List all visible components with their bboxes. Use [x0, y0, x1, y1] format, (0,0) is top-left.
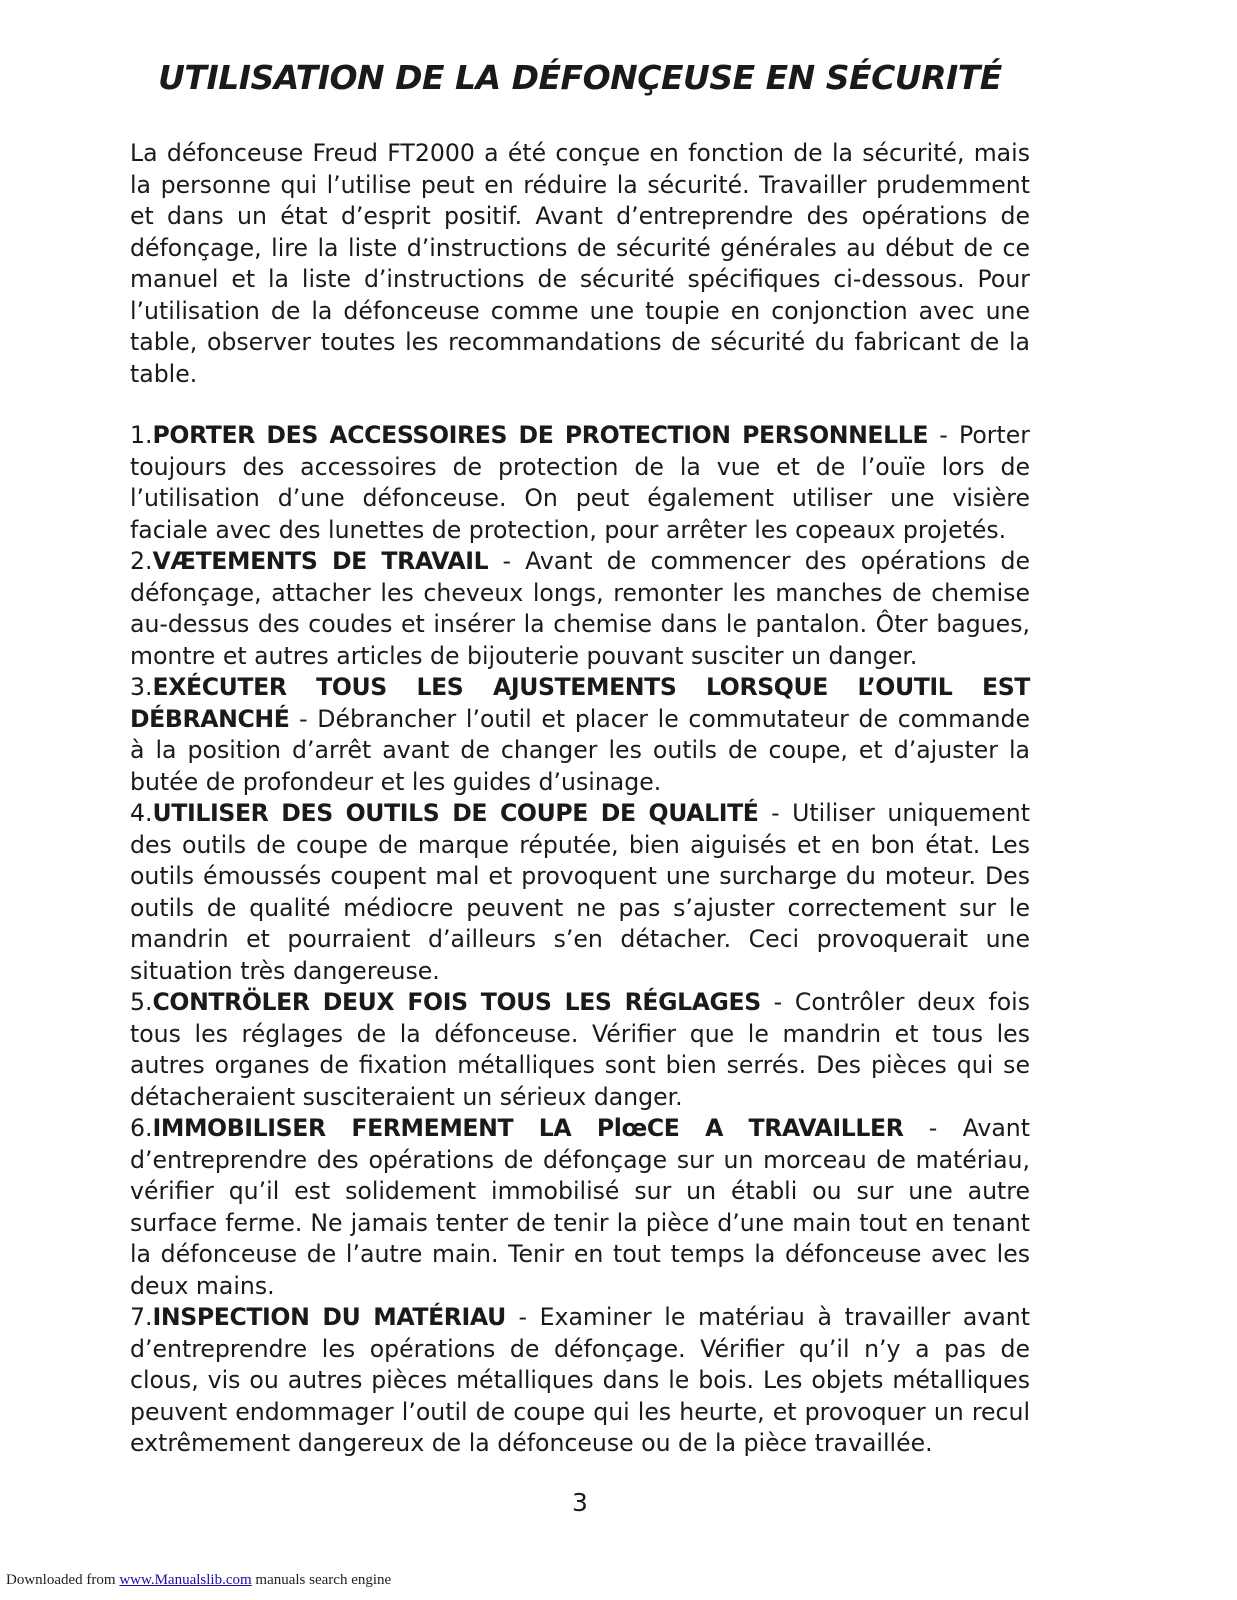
- item-number: 1.: [130, 421, 153, 449]
- page-number: 3: [572, 1488, 588, 1517]
- item-heading: VÆTEMENTS DE TRAVAIL: [152, 547, 489, 575]
- intro-paragraph: La défonceuse Freud FT2000 a été conçue en fonction de la sécurité, mais la personne qui l’utilise peut en réduire la sécurité. Travailler prudemment et dans un état d’esprit positif. Avant d’entreprendre des opérations de défonçage, lire la liste d’instructions de sécurité générales au début de ce manuel et la liste d’instructions de sécurité spécifiques ci-dessous. Pour l’utilisation de la défonceuse comme une toupie en conjonction avec une table, observer toutes les recommandations de sécurité du fabricant de la table.: [130, 139, 1030, 388]
- item-heading: UTILISER DES OUTILS DE COUPE DE QUALITÉ: [152, 799, 759, 827]
- item-number: 2.: [130, 547, 153, 575]
- item-text: - Examiner le matériau à travailler avant d’entreprendre les opérations de défonçage. Vérifier qu’il n’y a pas de clous, vis ou autres pièces métalliques dans le bois. Les objets métalliques peuvent endommager l’outil de coupe qui les heurte, et provoquer un recul extrêmement dangereux de la défonceuse ou de la pièce travaillée.: [130, 1303, 1030, 1457]
- list-item: [130, 987, 1030, 1113]
- item-number: 7.: [130, 1303, 153, 1331]
- item-text: - Avant de commencer des opérations de défonçage, attacher les cheveux longs, remonter les manches de chemise au-dessus des coudes et insérer la chemise dans le pantalon. Ôter bagues, montre et autres articles de bijouterie pouvant susciter un danger.: [130, 547, 1031, 670]
- item-text: - Utiliser uniquement des outils de coupe de marque réputée, bien aiguisés et en bon état. Les outils émoussés coupent mal et provoquent une surcharge du moteur. Des outils de qualité médiocre peuvent ne pas s’ajuster correctement sur le mandrin et pourraient d’ailleurs s’en détacher. Ceci provoquerait une situation très dangereuse.: [130, 799, 1030, 985]
- item-text: - Porter toujours des accessoires de protection de la vue et de l’ouïe lors de l’utilisation d’une défonceuse. On peut également utiliser une visière faciale avec des lunettes de protection, pour arrêter les copeaux projetés.: [130, 421, 1030, 544]
- item-number: 3.: [130, 673, 153, 701]
- document-body: [130, 138, 1030, 1460]
- download-footer: [6, 1572, 391, 1589]
- footer-suffix: manuals search engine: [251, 1572, 392, 1588]
- list-item: [130, 1302, 1030, 1460]
- item-number: 5.: [130, 988, 153, 1016]
- list-item: [130, 672, 1030, 798]
- item-text: - Avant d’entreprendre des opérations de défonçage sur un morceau de matériau, vérifier qu’il est solidement immobilisé sur un établi ou sur une autre surface ferme. Ne jamais tenter de tenir la pièce d’une main tout en tenant la défonceuse de l’autre main. Tenir en tout temps la défonceuse avec les deux mains.: [130, 1114, 1030, 1300]
- footer-prefix: Downloaded from: [6, 1572, 120, 1588]
- item-heading: EXÉCUTER TOUS LES AJUSTEMENTS LORSQUE L’OUTIL EST DÉBRANCHÉ: [130, 673, 1030, 733]
- list-item: [130, 420, 1030, 546]
- list-item: [130, 1113, 1030, 1302]
- list-item: [130, 798, 1030, 987]
- item-text: - Contrôler deux fois tous les réglages de la défonceuse. Vérifier que le mandrin et tous les autres organes de fixation métalliques sont bien serrés. Des pièces qui se détacheraient susciteraient un sérieux danger.: [130, 988, 1031, 1111]
- item-heading: CONTRÖLER DEUX FOIS TOUS LES RÉGLAGES: [152, 988, 761, 1016]
- safety-instructions-list: [130, 420, 1030, 1460]
- item-text: - Débrancher l’outil et placer le commutateur de commande à la position d’arrêt avant de changer les outils de coupe, et d’ajuster la butée de profondeur et les guides d’usinage.: [130, 704, 1030, 796]
- item-heading: PORTER DES ACCESSOIRES DE PROTECTION PERSONNELLE: [152, 421, 929, 449]
- item-heading: IMMOBILISER FERMEMENT LA PlœCE A TRAVAILLER: [152, 1114, 904, 1142]
- list-item: [130, 546, 1030, 672]
- item-number: 4.: [130, 799, 153, 827]
- item-heading: INSPECTION DU MATÉRIAU: [152, 1303, 506, 1331]
- item-number: 6.: [130, 1114, 153, 1142]
- manualslib-link[interactable]: www.Manualslib.com: [119, 1572, 252, 1588]
- page-title: UTILISATION DE LA DÉFONÇEUSE EN SÉCURITÉ: [158, 58, 1002, 97]
